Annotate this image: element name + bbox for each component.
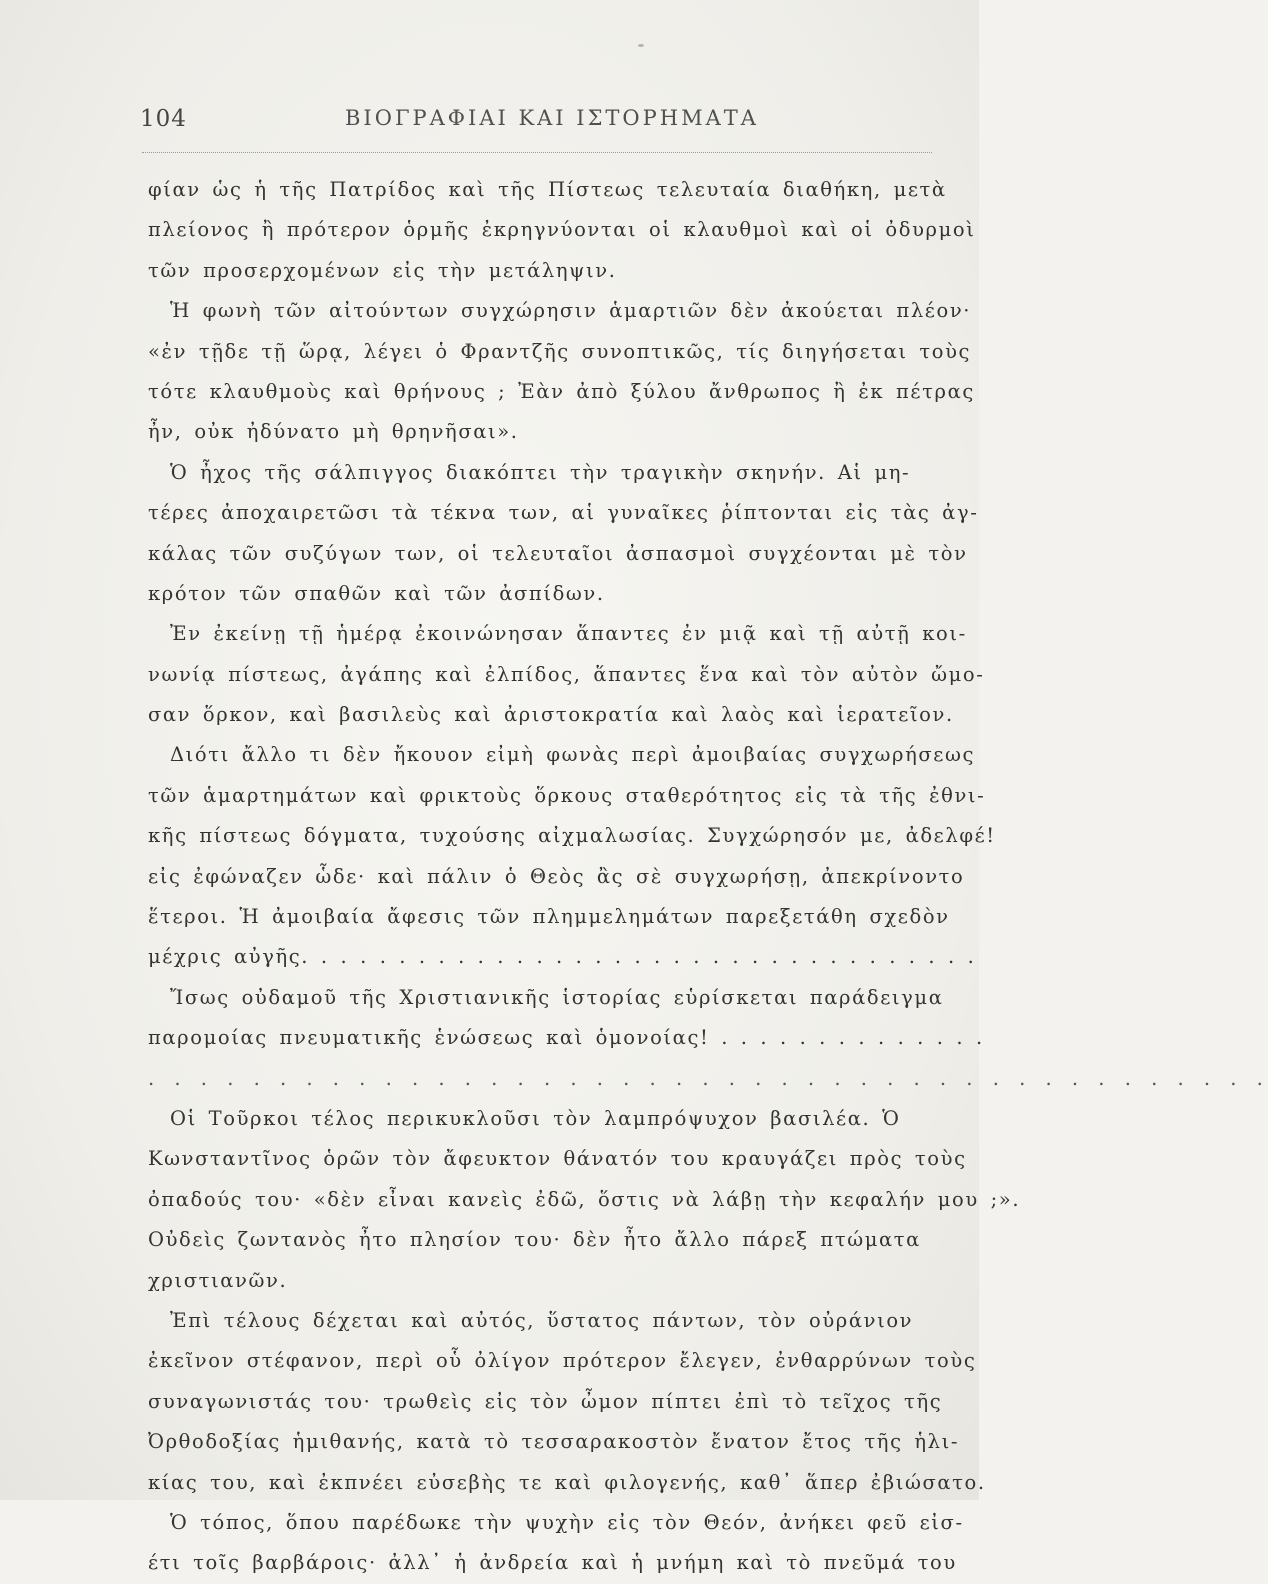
- text-line: ἦν, οὐκ ἠδύνατο μὴ θρηνῆσαι».: [148, 420, 519, 444]
- text-line: Διότι ἄλλο τι δὲν ἤκουον εἰμὴ φωνὰς περὶ ἀμοιβαίας συγχωρήσεως: [170, 743, 976, 767]
- text-line: έτι τοῖς βαρβάροις· ἀλλ᾿ ἡ ἀνδρεία καὶ ἡ μνήμη καὶ τὸ πνεῦμά του: [148, 1551, 957, 1575]
- dotted-line: . . . . . . . . . . . . . . . . . . . . . . . . . . . . . . . . . . . . . . . . . . .: [148, 1066, 1268, 1090]
- text-line: τέρες ἀποχαιρετῶσι τὰ τέκνα των, αἱ γυναῖκες ῥίπτονται εἰς τὰς ἀγ-: [148, 501, 979, 525]
- page-header: [140, 100, 940, 144]
- text-line: κάλας τῶν συζύγων των, οἱ τελευταῖοι ἀσπασμοὶ συγχέονται μὲ τὸν: [148, 541, 968, 565]
- text-line: κῆς πίστεως δόγματα, τυχούσης αἰχμαλωσίας. Συγχώρησόν με, ἀδελφέ!: [148, 824, 996, 848]
- text-line: τῶν ἁμαρτημάτων καὶ φρικτοὺς ὅρκους σταθερότητος εἰς τὰ τῆς ἐθνι-: [148, 783, 986, 807]
- page-number: 104: [140, 106, 187, 132]
- text-line: μέχρις αὐγῆς. . . . . . . . . . . . . . . . . . . . . . . . . . . . . . . . . . .: [148, 945, 976, 969]
- text-line: κίας του, καὶ ἐκπνέει εὐσεβὴς τε καὶ φιλογενής, καθ᾿ ἅπερ ἐβιώσατο.: [148, 1470, 986, 1494]
- text-line: Κωνσταντῖνος ὁρῶν τὸν ἄφευκτον θάνατόν του κραυγάζει πρὸς τοὺς: [148, 1147, 967, 1171]
- text-line: τῶν προσερχομένων εἰς τὴν μετάληψιν.: [148, 258, 617, 282]
- text-line: Ὀρθοδοξίας ἡμιθανής, κατὰ τὸ τεσσαρακοστὸν ἔνατον ἔτος τῆς ἡλι-: [148, 1430, 960, 1454]
- text-line: κρότον τῶν σπαθῶν καὶ τῶν ἀσπίδων.: [148, 581, 605, 605]
- running-head: ΒΙΟΓΡΑΦΙΑΙ ΚΑΙ ΙΣΤΟΡΗΜΑΤΑ: [345, 106, 759, 130]
- text-line: παρομοίας πνευματικῆς ἑνώσεως καὶ ὁμονοίας! . . . . . . . . . . . . . .: [148, 1026, 984, 1050]
- text-line: Οὐδεὶς ζωντανὸς ἦτο πλησίον του· δὲν ἦτο ἄλλο πάρεξ πτώματα: [148, 1228, 921, 1252]
- text-line: τότε κλαυθμοὺς καὶ θρήνους ; Ἐὰν ἀπὸ ξύλου ἄνθρωπος ἢ ἐκ πέτρας: [148, 379, 975, 403]
- text-line: Ἐπὶ τέλους δέχεται καὶ αὐτός, ὕστατος πάντων, τὸν οὐράνιον: [170, 1308, 914, 1332]
- body-text: [148, 170, 1268, 1584]
- text-line: Ἡ φωνὴ τῶν αἰτούντων συγχώρησιν ἁμαρτιῶν δὲν ἀκούεται πλέον·: [170, 299, 972, 323]
- text-line: νωνίᾳ πίστεως, ἀγάπης καὶ ἐλπίδος, ἅπαντες ἕνα καὶ τὸν αὐτὸν ὤμο-: [148, 662, 985, 686]
- text-line: εἰς ἐφώναζεν ὧδε· καὶ πάλιν ὁ Θεὸς ἂς σὲ συγχωρήσῃ, ἀπεκρίνοντο: [148, 864, 965, 888]
- text-line: πλείονος ἢ πρότερον ὁρμῆς ἐκρηγνύονται οἱ κλαυθμοὶ καὶ οἱ ὀδυρμοὶ: [148, 218, 976, 242]
- text-line: σαν ὅρκον, καὶ βασιλεὺς καὶ ἀριστοκρατία καὶ λαὸς καὶ ἱερατεῖον.: [148, 703, 954, 727]
- text-line: Ἐν ἐκείνῃ τῇ ἡμέρᾳ ἐκοινώνησαν ἅπαντες ἐν μιᾷ καὶ τῇ αὐτῇ κοι-: [170, 622, 967, 646]
- text-line: Ὁ τόπος, ὅπου παρέδωκε τὴν ψυχὴν εἰς τὸν Θεόν, ἀνήκει φεῦ εἰσ-: [170, 1510, 964, 1534]
- header-rule: [142, 152, 932, 153]
- text-line: Ἴσως οὐδαμοῦ τῆς Χριστιανικῆς ἱστορίας εὑρίσκεται παράδειγμα: [170, 985, 944, 1009]
- text-line: ἐκεῖνον στέφανον, περὶ οὗ ὀλίγον πρότερον ἔλεγεν, ἐνθαρρύνων τοὺς: [148, 1349, 977, 1373]
- ink-smudge: [638, 44, 644, 47]
- text-line: φίαν ὡς ἡ τῆς Πατρίδος καὶ τῆς Πίστεως τελευταία διαθήκη, μετὰ: [148, 178, 947, 201]
- text-line: συναγωνιστάς του· τρωθεὶς εἰς τὸν ὦμον πίπτει ἐπὶ τὸ τεῖχος τῆς: [148, 1389, 943, 1413]
- text-line: «ἐν τῇδε τῇ ὥρᾳ, λέγει ὁ Φραντζῆς συνοπτικῶς, τίς διηγήσεται τοὺς: [148, 339, 972, 363]
- text-line: ὀπαδούς του· «δὲν εἶναι κανεὶς ἐδῶ, ὅστις νὰ λάβῃ τὴν κεφαλήν μου ;».: [148, 1187, 1021, 1211]
- text-line: Ὁ ἦχος τῆς σάλπιγγος διακόπτει τὴν τραγικὴν σκηνήν. Αἱ μη-: [170, 460, 911, 484]
- text-line: ἕτεροι. Ἡ ἀμοιβαία ἄφεσις τῶν πλημμελημάτων παρεξετάθη σχεδὸν: [148, 905, 950, 929]
- text-line: Οἱ Τοῦρκοι τέλος περικυκλοῦσι τὸν λαμπρόψυχον βασιλέα. Ὁ: [170, 1106, 901, 1130]
- text-line: χριστιανῶν.: [148, 1268, 288, 1292]
